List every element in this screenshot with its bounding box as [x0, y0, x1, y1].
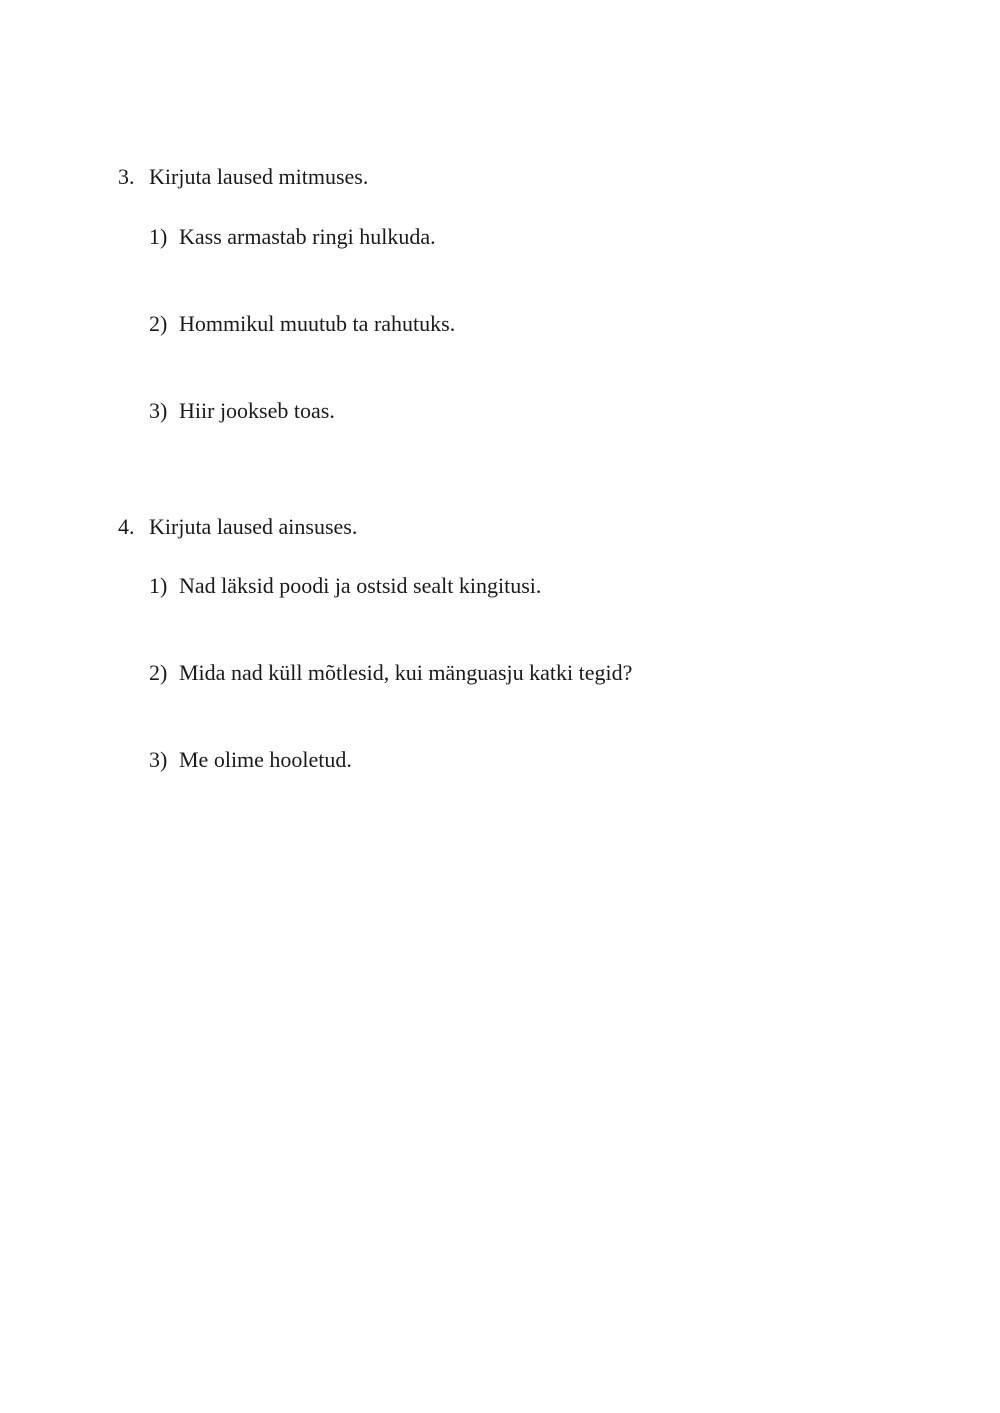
sentence-number: 2): [149, 660, 168, 685]
sentence-text: Nad läksid poodi ja ostsid sealt kingitusi.: [179, 573, 542, 598]
exercise-4-sentence-1: [149, 575, 541, 597]
exercise-3-sentence-1: [149, 226, 436, 248]
exercise-3-heading: [118, 166, 368, 188]
exercise-3-sentence-3: [149, 400, 335, 422]
exercise-number: 3.: [118, 164, 135, 189]
exercise-3-sentence-2: [149, 313, 455, 335]
exercise-4-heading: [118, 516, 357, 538]
sentence-number: 1): [149, 573, 168, 598]
sentence-number: 1): [149, 224, 168, 249]
sentence-text: Hiir jookseb toas.: [179, 398, 335, 423]
exercise-4-sentence-2: [149, 662, 632, 684]
exercise-instruction: Kirjuta laused ainsuses.: [149, 514, 358, 539]
sentence-text: Mida nad küll mõtlesid, kui mänguasju katki tegid?: [179, 660, 633, 685]
exercise-instruction: Kirjuta laused mitmuses.: [149, 164, 369, 189]
sentence-text: Hommikul muutub ta rahutuks.: [179, 311, 456, 336]
sentence-text: Me olime hooletud.: [179, 747, 352, 772]
exercise-4-sentence-3: [149, 749, 352, 771]
sentence-text: Kass armastab ringi hulkuda.: [179, 224, 436, 249]
exercise-number: 4.: [118, 514, 135, 539]
sentence-number: 2): [149, 311, 168, 336]
sentence-number: 3): [149, 747, 168, 772]
sentence-number: 3): [149, 398, 168, 423]
